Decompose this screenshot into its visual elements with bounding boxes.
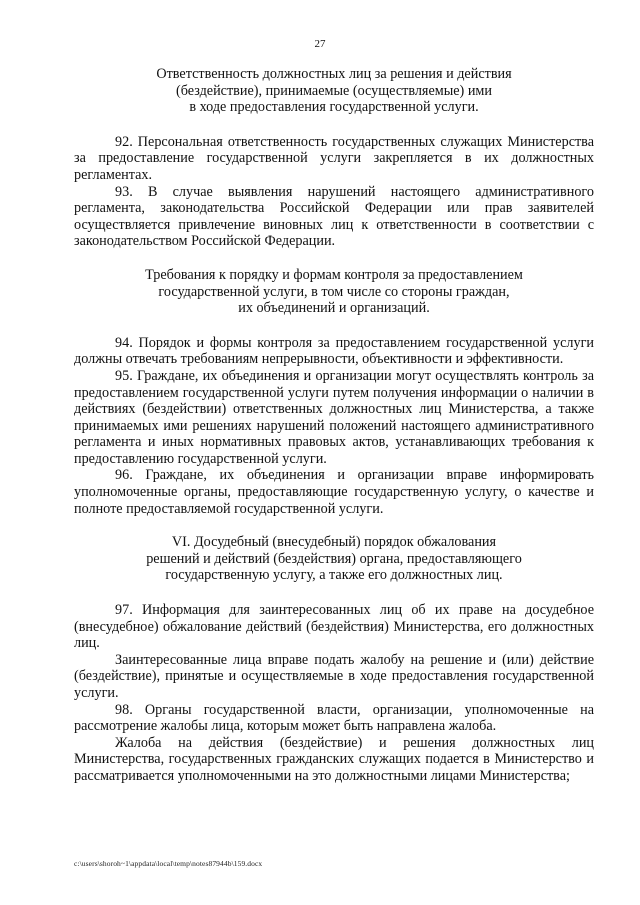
paragraph-92: 92. Персональная ответственность государственных служащих Министерства за предоставление государственной услуги закрепляется в их должностных регламентах.	[74, 133, 594, 183]
heading-line: решений и действий (бездействия) органа, предоставляющего	[146, 550, 522, 567]
paragraph-96: 96. Граждане, их объединения и организации вправе информировать уполномоченные органы, предоставляющие государственную услугу, о качестве и полноте предоставляемой государственной услуги.	[74, 467, 594, 517]
heading-line: Ответственность должностных лиц за решения и действия	[156, 66, 512, 82]
paragraph-93: 93. В случае выявления нарушений настоящего административного регламента, законодательства Российской Федерации или прав заявителей осуществляется привлечение виновных лиц к ответственности в соответствии с законодательством Российской Федерации.	[74, 183, 594, 250]
heading-line: в ходе предоставления государственной услуги.	[189, 99, 479, 116]
paragraph-95: 95. Граждане, их объединения и организации могут осуществлять контроль за предоставлением государственной услуги путем получения информации о наличии в действиях (бездействии) ответственных должностных лиц Министерства, а также принимаемых ими решениях нарушений положений настоящего административного регламента и иных нормативных правовых актов, устанавливающих требования к предоставлению государственной услуги.	[74, 367, 594, 467]
heading-line: государственную услугу, а также его должностных лиц.	[165, 567, 503, 584]
heading-line: государственной услуги, в том числе со стороны граждан,	[158, 283, 510, 300]
footer-file-path: c:\users\shoroh~1\appdata\local\temp\notes87944b\159.docx	[74, 859, 263, 868]
heading-line: (бездействие), принимаемые (осуществляемые) ими	[176, 82, 492, 99]
paragraph-98-continued: Жалоба на действия (бездействие) и решения должностных лиц Министерства, государственных гражданских служащих подается в Министерство и рассматривается уполномоченными на это должностными лицами Министерства;	[74, 734, 594, 784]
paragraph-94: 94. Порядок и формы контроля за предоставлением государственной услуги должны отвечать требованиям непрерывности, объективности и эффективности.	[74, 334, 594, 368]
heading-line: их объединений и организаций.	[238, 300, 430, 317]
section-heading-responsibility	[74, 66, 594, 116]
document-body	[74, 66, 594, 785]
paragraph-97-continued: Заинтересованные лица вправе подать жалобу на решение и (или) действие (бездействие), принятые и осуществляемые в ходе предоставления государственной услуги.	[74, 651, 594, 701]
heading-line: VI. Досудебный (внесудебный) порядок обжалования	[171, 534, 497, 551]
section-heading-control-requirements	[74, 267, 594, 317]
paragraph-98: 98. Органы государственной власти, организации, уполномоченные на рассмотрение жалобы лица, которым может быть направлена жалоба.	[74, 701, 594, 735]
heading-line: Требования к порядку и формам контроля за предоставлением	[145, 266, 523, 283]
page-number: 27	[314, 38, 326, 50]
section-heading-appeal-procedure	[74, 534, 594, 584]
paragraph-97: 97. Информация для заинтересованных лиц об их праве на досудебное (внесудебное) обжалование действий (бездействия) Министерства, его должностных лиц.	[74, 602, 594, 652]
